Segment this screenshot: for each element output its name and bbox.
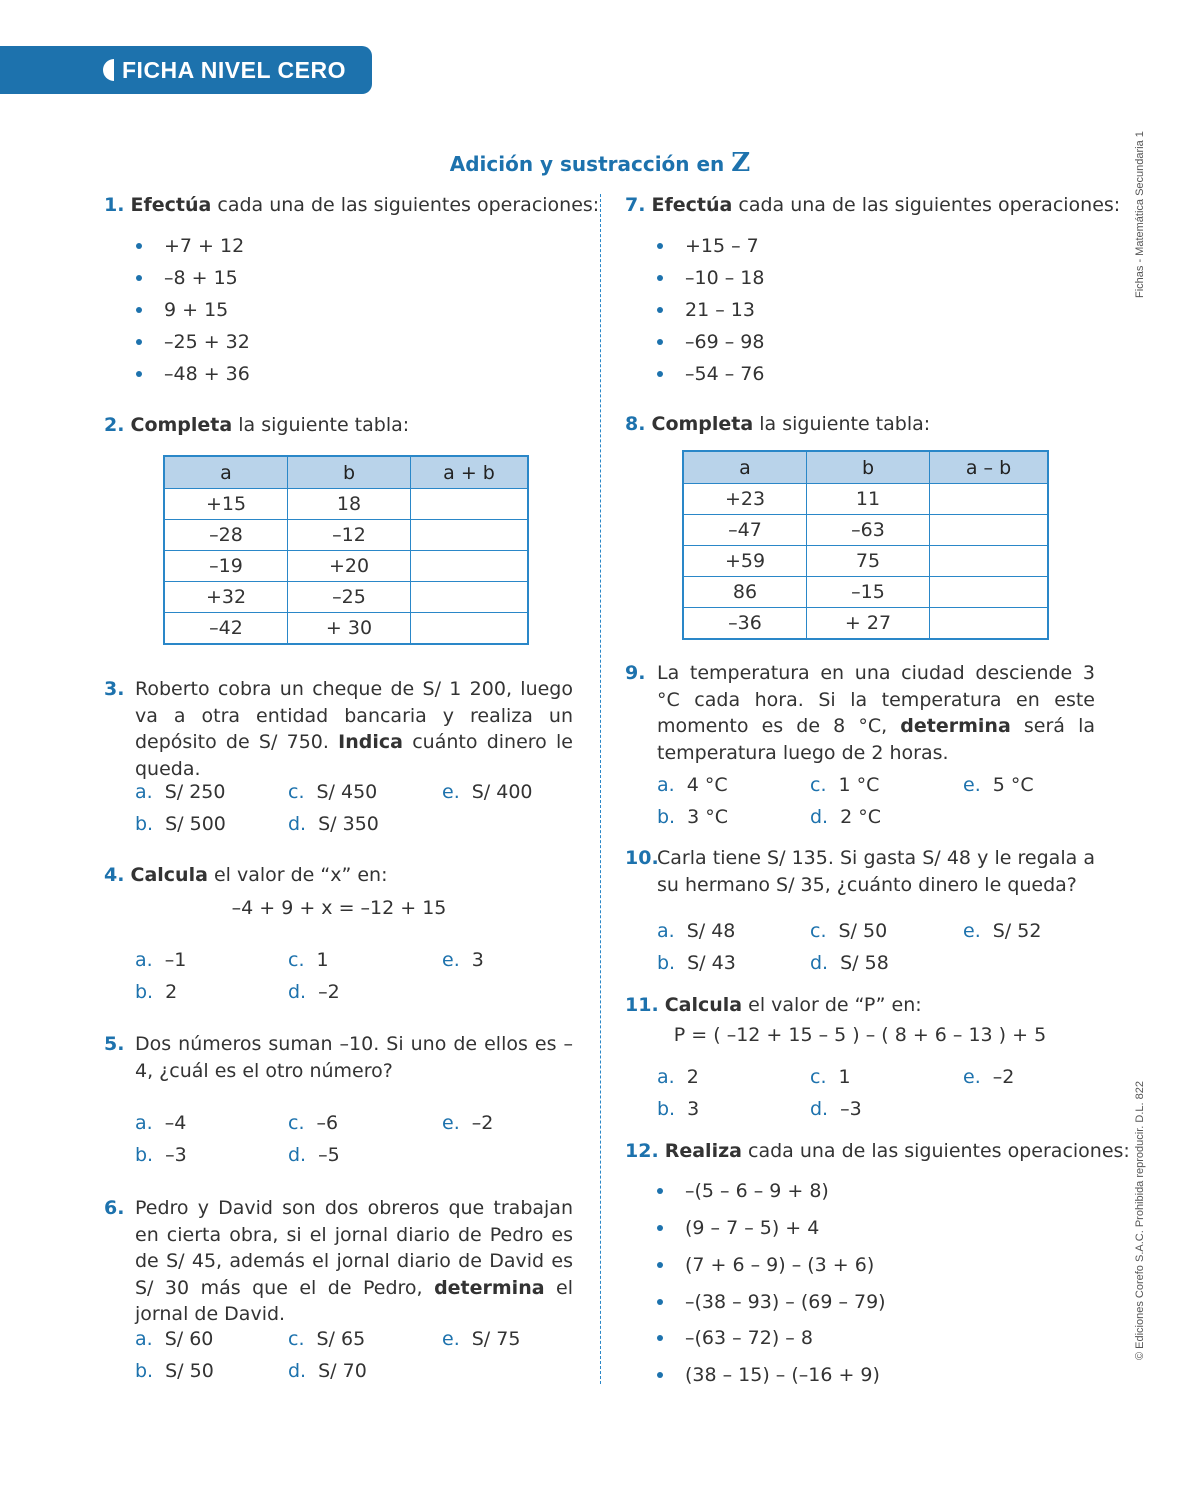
side-series-label: Fichas - Matemática Secundaria 1 [1134, 131, 1146, 298]
option-d[interactable]: d. –2 [288, 981, 340, 1003]
option-b[interactable]: b. 2 [135, 981, 178, 1003]
question-8: 8. Completa la siguiente tabla: [625, 413, 931, 435]
list-item: (7 + 6 – 9) – (3 + 6) [657, 1252, 874, 1278]
option-a[interactable]: a. –4 [135, 1112, 187, 1134]
question-3: Roberto cobra un cheque de S/ 1 200, luego va a otra entidad bancaria y realiza un depósito de S/ 750. Indica cuánto dinero le queda. [135, 678, 573, 780]
table-row: +32 –25 [164, 582, 528, 613]
table-row: +15 18 [164, 489, 528, 520]
option-d[interactable]: d. S/ 58 [810, 952, 889, 974]
list-item: 9 + 15 [136, 297, 228, 323]
option-a[interactable]: a. 2 [657, 1066, 699, 1088]
option-d[interactable]: d. S/ 350 [288, 813, 379, 835]
title-symbol: Z [731, 148, 751, 178]
question-5: Dos números suman –10. Si uno de ellos es –4, ¿cuál es el otro número? [135, 1033, 573, 1082]
column-divider [600, 194, 601, 1384]
question-9: La temperatura en una ciudad desciende 3 °C cada hora. Si la temperatura en este momento es de 8 °C, determina será la temperatura luego de 2 horas. [657, 662, 1095, 764]
list-item: –8 + 15 [136, 265, 238, 291]
option-a[interactable]: a. S/ 48 [657, 920, 736, 942]
question-10-number: 10. [625, 847, 659, 869]
side-copyright: © Ediciones Corefo S.A.C. Prohibida reproducir. D.L. 822 [1134, 1081, 1146, 1360]
question-9-number: 9. [625, 662, 646, 684]
option-a[interactable]: a. 4 °C [657, 774, 728, 796]
title-text: Adición y sustracción en [449, 152, 725, 176]
option-e[interactable]: e. –2 [442, 1112, 494, 1134]
table-row: +23 11 [683, 484, 1048, 515]
option-c[interactable]: c. S/ 450 [288, 781, 378, 803]
table-row: +59 75 [683, 546, 1048, 577]
option-b[interactable]: b. S/ 500 [135, 813, 226, 835]
option-c[interactable]: c. 1 °C [810, 774, 880, 796]
equation: P = ( –12 + 15 – 5 ) – ( 8 + 6 – 13 ) + 5 [673, 1024, 1047, 1046]
option-e[interactable]: e. 5 °C [963, 774, 1034, 796]
option-a[interactable]: a. S/ 60 [135, 1328, 214, 1350]
question-text: cada una de las siguientes operaciones: [211, 194, 600, 216]
option-a[interactable]: a. –1 [135, 949, 187, 971]
header-tab-icon [103, 59, 114, 81]
table-row: –36 + 27 [683, 608, 1048, 640]
option-b[interactable]: b. 3 °C [657, 806, 729, 828]
header-label-text: FICHA NIVEL CERO [122, 57, 346, 83]
option-a[interactable]: a. S/ 250 [135, 781, 226, 803]
option-d[interactable]: d. 2 °C [810, 806, 882, 828]
header-label [103, 57, 346, 84]
option-c[interactable]: c. 1 [288, 949, 329, 971]
question-10: Carla tiene S/ 135. Si gasta S/ 48 y le regala a su hermano S/ 35, ¿cuánto dinero le queda? [657, 847, 1095, 896]
list-item: +7 + 12 [136, 233, 244, 259]
question-2: 2. Completa la siguiente tabla: [104, 414, 410, 436]
list-item: –(5 – 6 – 9 + 8) [657, 1178, 829, 1204]
option-d[interactable]: d. –3 [810, 1098, 862, 1120]
question-number: 1. [104, 194, 125, 216]
equation: –4 + 9 + x = –12 + 15 [231, 897, 447, 919]
list-item: –54 – 76 [657, 361, 764, 387]
option-b[interactable]: b. S/ 43 [657, 952, 736, 974]
option-c[interactable]: c. S/ 50 [810, 920, 888, 942]
table-row: –19 +20 [164, 551, 528, 582]
list-item: –(63 – 72) – 8 [657, 1325, 813, 1351]
list-item: (38 – 15) – (–16 + 9) [657, 1362, 880, 1388]
table-row: 86 –15 [683, 577, 1048, 608]
option-e[interactable]: e. S/ 52 [963, 920, 1042, 942]
option-c[interactable]: c. S/ 65 [288, 1328, 366, 1350]
list-item: –10 – 18 [657, 265, 764, 291]
question-12: 12. Realiza cada una de las siguientes operaciones: [625, 1140, 1130, 1162]
question-4: 4. Calcula el valor de “x” en: [104, 864, 388, 886]
list-item: –69 – 98 [657, 329, 764, 355]
question-5-number: 5. [104, 1033, 125, 1055]
option-e[interactable]: e. S/ 400 [442, 781, 533, 803]
option-e[interactable]: e. 3 [442, 949, 484, 971]
option-e[interactable]: e. –2 [963, 1066, 1015, 1088]
question-1 [104, 192, 599, 218]
list-item: –48 + 36 [136, 361, 250, 387]
option-e[interactable]: e. S/ 75 [442, 1328, 521, 1350]
option-b[interactable]: b. S/ 50 [135, 1360, 214, 1382]
option-d[interactable]: d. –5 [288, 1144, 340, 1166]
option-b[interactable]: b. 3 [657, 1098, 700, 1120]
question-11: 11. Calcula el valor de “P” en: [625, 994, 922, 1016]
question-7: 7. Efectúa cada una de las siguientes operaciones: [625, 194, 1121, 216]
list-item: (9 – 7 – 5) + 4 [657, 1215, 819, 1241]
option-d[interactable]: d. S/ 70 [288, 1360, 367, 1382]
list-item: 21 – 13 [657, 297, 755, 323]
sum-table: a b a + b +15 18 –28 –12 –19 +20 +32 –25 –42 + 30 [163, 455, 529, 645]
list-item: +15 – 7 [657, 233, 759, 259]
question-3-number: 3. [104, 678, 125, 700]
question-6: Pedro y David son dos obreros que trabajan en cierta obra, si el jornal diario de Pedro es de S/ 45, además el jornal diario de David es S/ 30 más que el de Pedro, determina el jornal de David. [135, 1197, 573, 1325]
list-item: –25 + 32 [136, 329, 250, 355]
option-c[interactable]: c. –6 [288, 1112, 339, 1134]
question-6-number: 6. [104, 1197, 125, 1219]
question-keyword: Efectúa [130, 194, 212, 216]
difference-table: a b a – b +23 11 –47 –63 +59 75 86 –15 –36 + 27 [682, 450, 1049, 640]
list-item: –(38 – 93) – (69 – 79) [657, 1289, 886, 1315]
page-title [0, 148, 1200, 178]
table-row: –47 –63 [683, 515, 1048, 546]
option-c[interactable]: c. 1 [810, 1066, 851, 1088]
table-row: –28 –12 [164, 520, 528, 551]
option-b[interactable]: b. –3 [135, 1144, 187, 1166]
table-row: –42 + 30 [164, 613, 528, 645]
